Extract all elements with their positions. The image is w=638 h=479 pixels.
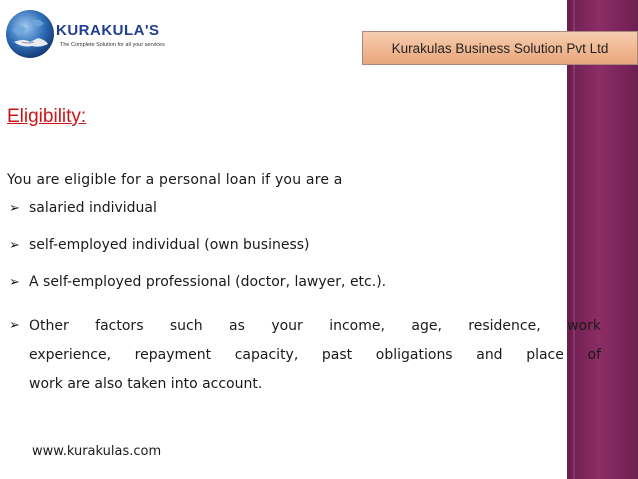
word: factors: [95, 318, 144, 334]
word: age,: [411, 318, 442, 334]
word: your: [271, 318, 303, 334]
word: experience,: [29, 347, 112, 363]
word: residence,: [468, 318, 541, 334]
arrow-bullet-icon: ➢: [9, 318, 20, 333]
company-name-banner: [362, 31, 638, 65]
logo-tagline: The Complete Solution for all your services: [60, 42, 165, 48]
intro-text: You are eligible for a personal loan if you are a: [7, 172, 343, 188]
company-name: Kurakulas Business Solution Pvt Ltd: [391, 40, 609, 56]
globe-handshake-icon: [4, 8, 56, 60]
word: obligations: [375, 347, 453, 363]
word: repayment: [134, 347, 212, 363]
word: capacity,: [234, 347, 299, 363]
company-logo: [4, 6, 174, 76]
list-item-line: [29, 341, 601, 370]
word: work: [567, 318, 601, 334]
decorative-side-bar: [567, 0, 638, 479]
arrow-bullet-icon: ➢: [9, 238, 20, 253]
list-item: [9, 274, 386, 290]
list-item-text: self-employed individual (own business): [29, 237, 310, 253]
word: as: [229, 318, 245, 334]
list-item-text: A self-employed professional (doctor, lawyer, etc.).: [29, 274, 387, 290]
arrow-bullet-icon: ➢: [9, 201, 20, 216]
list-item: [9, 200, 157, 216]
word: past: [321, 347, 353, 363]
word: of: [587, 347, 601, 363]
word: income,: [329, 318, 385, 334]
word: such: [169, 318, 203, 334]
logo-name: KURAKULA'S: [56, 22, 160, 39]
list-item-line: work are also taken into account.: [29, 376, 263, 392]
word: place: [526, 347, 564, 363]
word: and: [476, 347, 503, 363]
list-item-line: [29, 312, 601, 341]
footer-website-url: www.kurakulas.com: [32, 444, 162, 459]
word: Other: [29, 318, 69, 334]
arrow-bullet-icon: ➢: [9, 275, 20, 290]
list-item: [29, 312, 601, 399]
list-item: [9, 237, 310, 253]
eligibility-heading: Eligibility:: [7, 106, 87, 127]
list-item-text: salaried individual: [29, 200, 157, 216]
